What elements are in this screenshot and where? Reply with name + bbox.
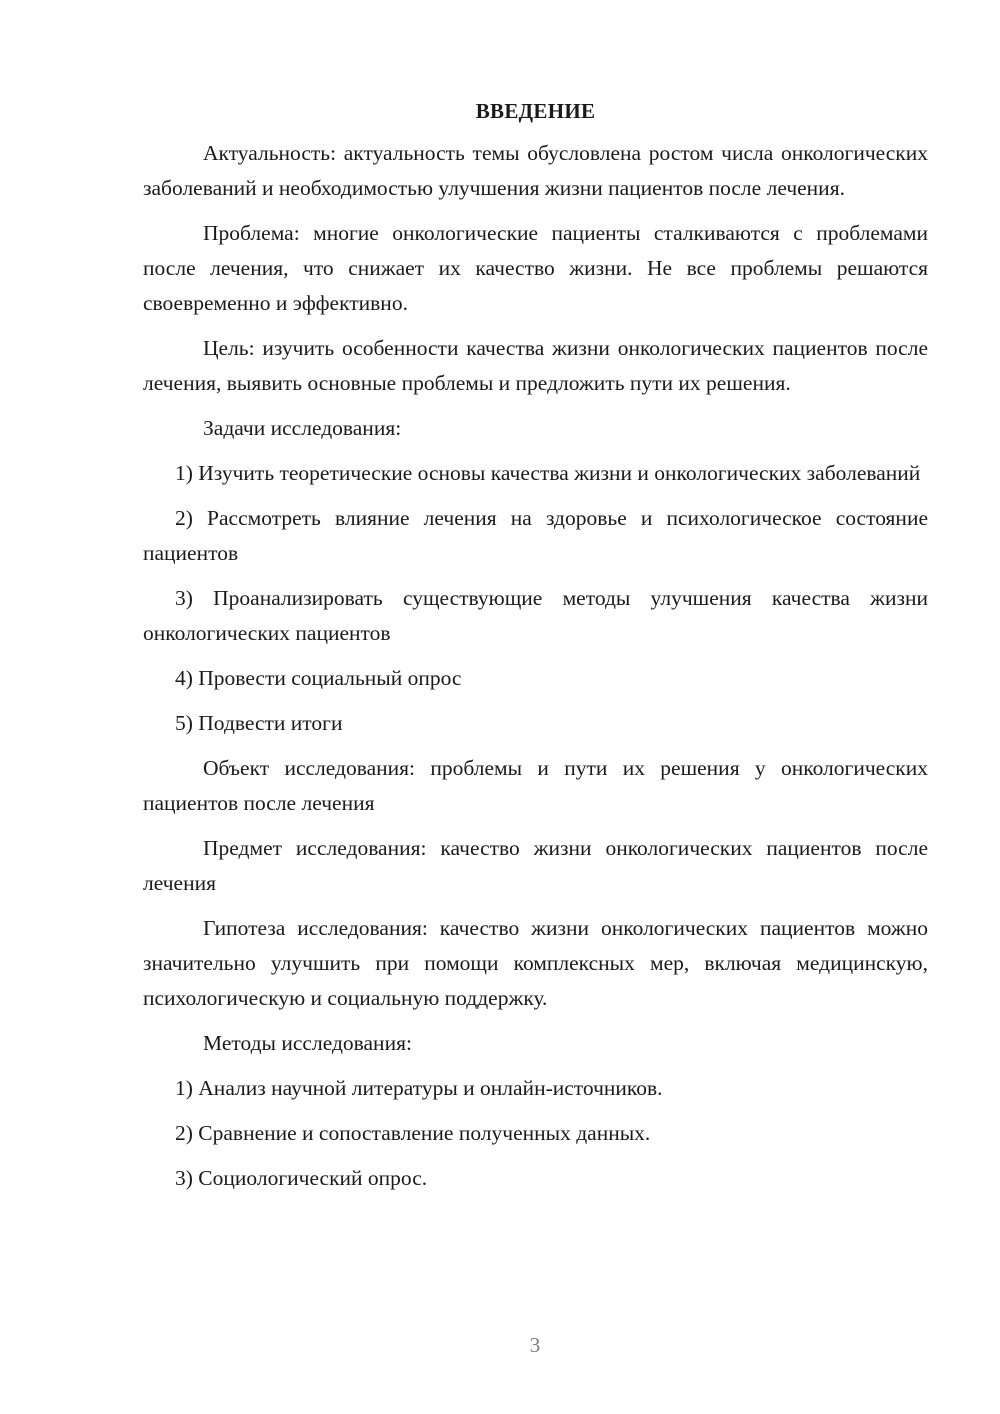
methods-heading: Методы исследования: — [203, 1031, 412, 1055]
goal-paragraph: Цель: изучить особенности качества жизни онкологических пациентов после лечения, выявить основные проблемы и предложить пути их решения. — [143, 336, 928, 395]
hypothesis-paragraph: Гипотеза исследования: качество жизни онкологических пациентов можно значительно улучшить при помощи комплексных мер, включая медицинскую, психологическую и социальную поддержку. — [143, 916, 928, 1010]
task-item: 3) Проанализировать существующие методы улучшения качества жизни онкологических пациентов — [143, 586, 928, 645]
method-item: 3) Социологический опрос. — [175, 1166, 428, 1190]
methods-list — [143, 1071, 928, 1196]
task-item: 2) Рассмотреть влияние лечения на здоровье и психологическое состояние пациентов — [143, 506, 928, 565]
tasks-list — [143, 456, 928, 741]
page-number: 3 — [529, 1333, 541, 1357]
object-paragraph: Объект исследования: проблемы и пути их решения у онкологических пациентов после лечения — [143, 756, 928, 815]
method-item: 2) Сравнение и сопоставление полученных данных. — [175, 1121, 651, 1145]
task-item: 4) Провести социальный опрос — [175, 666, 462, 690]
task-item: 1) Изучить теоретические основы качества жизни и онкологических заболеваний — [175, 461, 921, 485]
method-item: 1) Анализ научной литературы и онлайн-источников. — [175, 1076, 663, 1100]
tasks-heading: Задачи исследования: — [203, 416, 402, 440]
task-item: 5) Подвести итоги — [175, 711, 343, 735]
page-content — [143, 96, 928, 1206]
subject-paragraph: Предмет исследования: качество жизни онкологических пациентов после лечения — [143, 836, 928, 895]
section-title: ВВЕДЕНИЕ — [475, 99, 596, 123]
relevance-paragraph: Актуальность: актуальность темы обусловлена ростом числа онкологических заболеваний и необходимостью улучшения жизни пациентов после лечения. — [143, 141, 928, 200]
problem-paragraph: Проблема: многие онкологические пациенты сталкиваются с проблемами после лечения, что снижает их качество жизни. Не все проблемы решаются своевременно и эффективно. — [143, 221, 928, 315]
